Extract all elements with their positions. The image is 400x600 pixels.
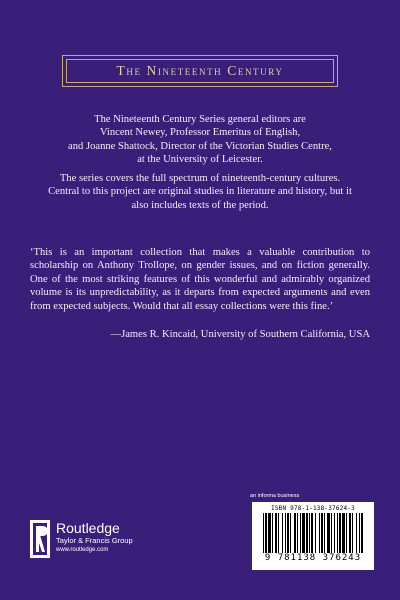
barcode-bar: [339, 513, 341, 553]
barcode-bar: [309, 513, 310, 553]
blurb-line: Central to this project are original studies in literature and history, but it: [48, 186, 352, 198]
barcode-bar: [361, 513, 363, 553]
blurb-line: The series covers the full spectrum of nineteenth-century cultures.: [59, 173, 341, 184]
blurb-line: also includes texts of the period.: [131, 199, 269, 211]
barcode-bar: [302, 513, 305, 553]
barcode: [252, 502, 374, 570]
barcode-bar: [306, 513, 308, 553]
barcode-bar: [331, 513, 332, 553]
barcode-bar: [300, 513, 301, 553]
barcode-bar: [337, 513, 338, 553]
barcode-bar: [282, 513, 283, 553]
barcode-bar: [285, 513, 286, 553]
barcode-digits: 9 781138 376243: [264, 553, 362, 563]
informa-tagline: an informa business: [250, 493, 300, 499]
series-description: [30, 172, 370, 212]
barcode-bar: [349, 513, 351, 553]
barcode-bar: [278, 513, 279, 553]
barcode-bar: [315, 513, 316, 553]
barcode-bar: [311, 513, 313, 553]
barcode-bar: [287, 513, 289, 553]
barcode-bar: [265, 513, 267, 553]
isbn-label: ISBN 978-1-138-37624-3: [271, 505, 355, 512]
publisher-group: Taylor & Francis Group: [56, 536, 133, 545]
barcode-bar: [268, 513, 271, 553]
barcode-bar: [324, 513, 325, 553]
blurb-line: The Nineteenth Century Series general editors are: [94, 114, 306, 125]
barcode-bar: [319, 513, 320, 553]
barcode-bar: [321, 513, 323, 553]
barcode-bar: [275, 513, 277, 553]
barcode-bar: [327, 513, 330, 553]
review-attribution: —James R. Kincaid, University of Southern California, USA: [110, 329, 370, 340]
editors-blurb: [30, 113, 370, 167]
barcode-bar: [346, 513, 347, 553]
barcode-bar: [334, 513, 335, 553]
barcode-bar: [342, 513, 345, 553]
publisher-name: Routledge: [56, 520, 120, 536]
barcode-bar: [297, 513, 298, 553]
barcode-bar: [356, 513, 357, 553]
barcode-bar: [352, 513, 353, 553]
series-title: The Nineteenth Century: [116, 63, 284, 78]
blurb-line: at the University of Leicester.: [137, 154, 263, 166]
publisher-block: [30, 520, 133, 558]
publisher-url: www.routledge.com: [56, 547, 109, 553]
routledge-logo-icon: [30, 520, 50, 558]
barcode-bar: [290, 513, 291, 553]
series-banner: [62, 55, 338, 87]
barcode-bars: [261, 513, 365, 553]
blurb-line: Vincent Newey, Professor Emeritus of English,: [99, 127, 301, 139]
blurb-line: and Joanne Shattock, Director of the Victorian Studies Centre,: [68, 140, 332, 152]
review-quote: ‘This is an important collection that makes a valuable contribution to scholarship on Anthony Trollope, on gender issues, and on fiction generally. One of the most striking features of this wonderful and admirably organized volume is its unpredictability, as it departs from expected arguments and even from expected subjects. Would that all essay collections were this fine.’: [30, 247, 370, 312]
barcode-bar: [272, 513, 273, 553]
barcode-bar: [294, 513, 296, 553]
barcode-bar: [263, 513, 264, 553]
publisher-text: [56, 520, 133, 555]
barcode-bar: [359, 513, 360, 553]
